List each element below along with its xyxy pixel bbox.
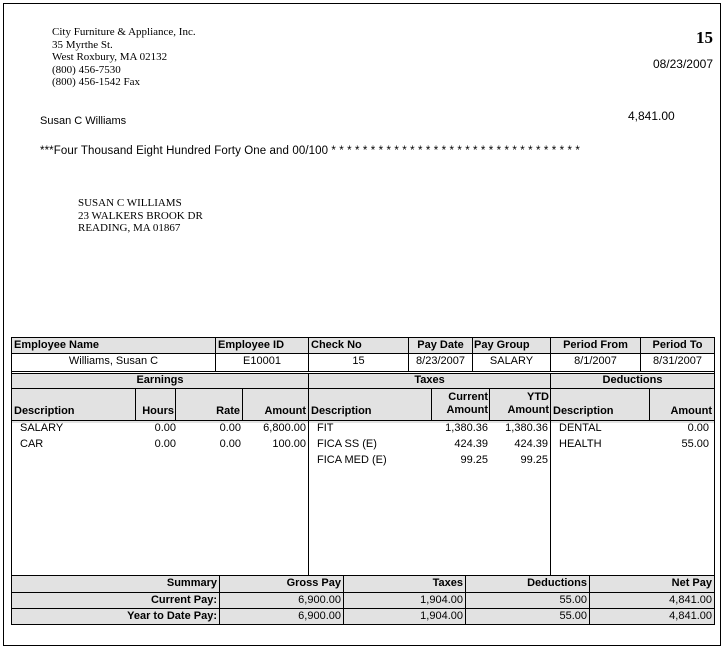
employee-id-value: E10001 bbox=[243, 355, 281, 367]
taxes-row-ytd: 99.25 bbox=[520, 454, 548, 466]
earnings-row-hours: 0.00 bbox=[154, 422, 176, 434]
divider bbox=[12, 353, 714, 354]
company-phone: (800) 456-7530 bbox=[52, 63, 121, 76]
earnings-row-description: CAR bbox=[20, 438, 44, 450]
pay-date-value: 8/23/2007 bbox=[416, 355, 465, 367]
check-no-label: Check No bbox=[311, 339, 362, 351]
period-from-value: 8/1/2007 bbox=[574, 355, 617, 367]
company-street: 35 Myrthe St. bbox=[52, 38, 113, 51]
earnings-row-description: SALARY bbox=[20, 422, 64, 434]
company-city: West Roxbury, MA 02132 bbox=[52, 51, 168, 63]
deductions-row-amount: 55.00 bbox=[681, 438, 709, 450]
deductions-description-header: Description bbox=[553, 405, 614, 417]
current-net-pay: 4,841.00 bbox=[669, 594, 712, 606]
deductions-section-title: Deductions bbox=[602, 374, 663, 386]
gross-pay-label: Gross Pay bbox=[286, 577, 341, 589]
employee-name-label: Employee Name bbox=[14, 339, 99, 351]
taxes-row-current: 424.39 bbox=[454, 438, 488, 450]
deductions-row-amount: 0.00 bbox=[687, 422, 709, 434]
current-deductions: 55.00 bbox=[559, 594, 587, 606]
company-name: City Furniture & Appliance, Inc. bbox=[52, 26, 196, 38]
employee-name-value: Williams, Susan C bbox=[68, 355, 159, 367]
earnings-row-amount: 100.00 bbox=[272, 438, 306, 450]
period-to-label: Period To bbox=[652, 339, 703, 351]
deductions-row-description: DENTAL bbox=[559, 422, 602, 434]
pay-group-value: SALARY bbox=[489, 355, 534, 367]
divider bbox=[12, 608, 714, 609]
earnings-amount-header: Amount bbox=[264, 405, 306, 417]
employee-id-label: Employee ID bbox=[218, 339, 285, 351]
taxes-row-ytd: 424.39 bbox=[514, 438, 548, 450]
taxes-section-title: Taxes bbox=[414, 374, 445, 386]
divider bbox=[12, 388, 714, 389]
ytd-deductions: 55.00 bbox=[559, 610, 587, 622]
pay-stub bbox=[11, 337, 715, 625]
check-no-value: 15 bbox=[352, 355, 365, 367]
taxes-row-description: FIT bbox=[317, 422, 334, 434]
company-fax: (800) 456-1542 Fax bbox=[52, 76, 140, 88]
current-taxes: 1,904.00 bbox=[420, 594, 463, 606]
divider bbox=[12, 420, 714, 421]
earnings-row-rate: 0.00 bbox=[219, 438, 241, 450]
company-address bbox=[52, 26, 196, 89]
ytd-gross-pay: 6,900.00 bbox=[298, 610, 341, 622]
current-gross-pay: 6,900.00 bbox=[298, 594, 341, 606]
taxes-total-label: Taxes bbox=[432, 577, 463, 589]
taxes-row-description: FICA MED (E) bbox=[317, 454, 387, 466]
taxes-row-current: 99.25 bbox=[460, 454, 488, 466]
ytd-net-pay: 4,841.00 bbox=[669, 610, 712, 622]
pay-date-label: Pay Date bbox=[417, 339, 464, 351]
divider bbox=[550, 373, 551, 575]
divider bbox=[308, 373, 309, 575]
current-pay-label: Current Pay: bbox=[150, 594, 217, 606]
period-from-label: Period From bbox=[563, 339, 628, 351]
net-pay-label: Net Pay bbox=[671, 577, 712, 589]
period-to-value: 8/31/2007 bbox=[653, 355, 702, 367]
deductions-total-label: Deductions bbox=[527, 577, 587, 589]
taxes-row-ytd: 1,380.36 bbox=[505, 422, 548, 434]
taxes-row-description: FICA SS (E) bbox=[317, 438, 377, 450]
mailing-city: READING, MA 01867 bbox=[78, 222, 181, 234]
earnings-rate-header: Rate bbox=[216, 405, 240, 417]
earnings-row-amount: 6,800.00 bbox=[263, 422, 306, 434]
taxes-ytd-header: YTD Amount bbox=[507, 391, 549, 416]
summary-label: Summary bbox=[166, 577, 217, 589]
taxes-current-header: Current Amount bbox=[446, 391, 488, 416]
pay-group-label: Pay Group bbox=[474, 339, 530, 351]
divider bbox=[12, 575, 714, 576]
mailing-street: 23 WALKERS BROOK DR bbox=[78, 209, 203, 222]
mailing-name: SUSAN C WILLIAMS bbox=[78, 197, 182, 209]
earnings-row-rate: 0.00 bbox=[219, 422, 241, 434]
divider bbox=[12, 371, 714, 372]
mailing-address bbox=[78, 197, 203, 235]
earnings-section-title: Earnings bbox=[136, 374, 184, 386]
divider bbox=[12, 592, 714, 593]
deductions-row-description: HEALTH bbox=[559, 438, 602, 450]
check-number: 15 bbox=[696, 28, 713, 47]
payee-name: Susan C Williams bbox=[40, 115, 127, 127]
earnings-description-header: Description bbox=[14, 405, 75, 417]
check-date: 08/23/2007 bbox=[652, 57, 713, 71]
taxes-row-current: 1,380.36 bbox=[445, 422, 488, 434]
deductions-amount-header: Amount bbox=[670, 405, 712, 417]
taxes-description-header: Description bbox=[311, 405, 372, 417]
check-amount: 4,841.00 bbox=[628, 109, 675, 123]
earnings-row-hours: 0.00 bbox=[154, 438, 176, 450]
ytd-taxes: 1,904.00 bbox=[420, 610, 463, 622]
ytd-pay-label: Year to Date Pay: bbox=[127, 610, 217, 622]
earnings-hours-header: Hours bbox=[142, 405, 174, 417]
amount-in-words: ***Four Thousand Eight Hundred Forty One and 00/100 * * * * * * * * * * * * * * * * * * * * * * * * * * * * * * * * bbox=[40, 145, 580, 157]
